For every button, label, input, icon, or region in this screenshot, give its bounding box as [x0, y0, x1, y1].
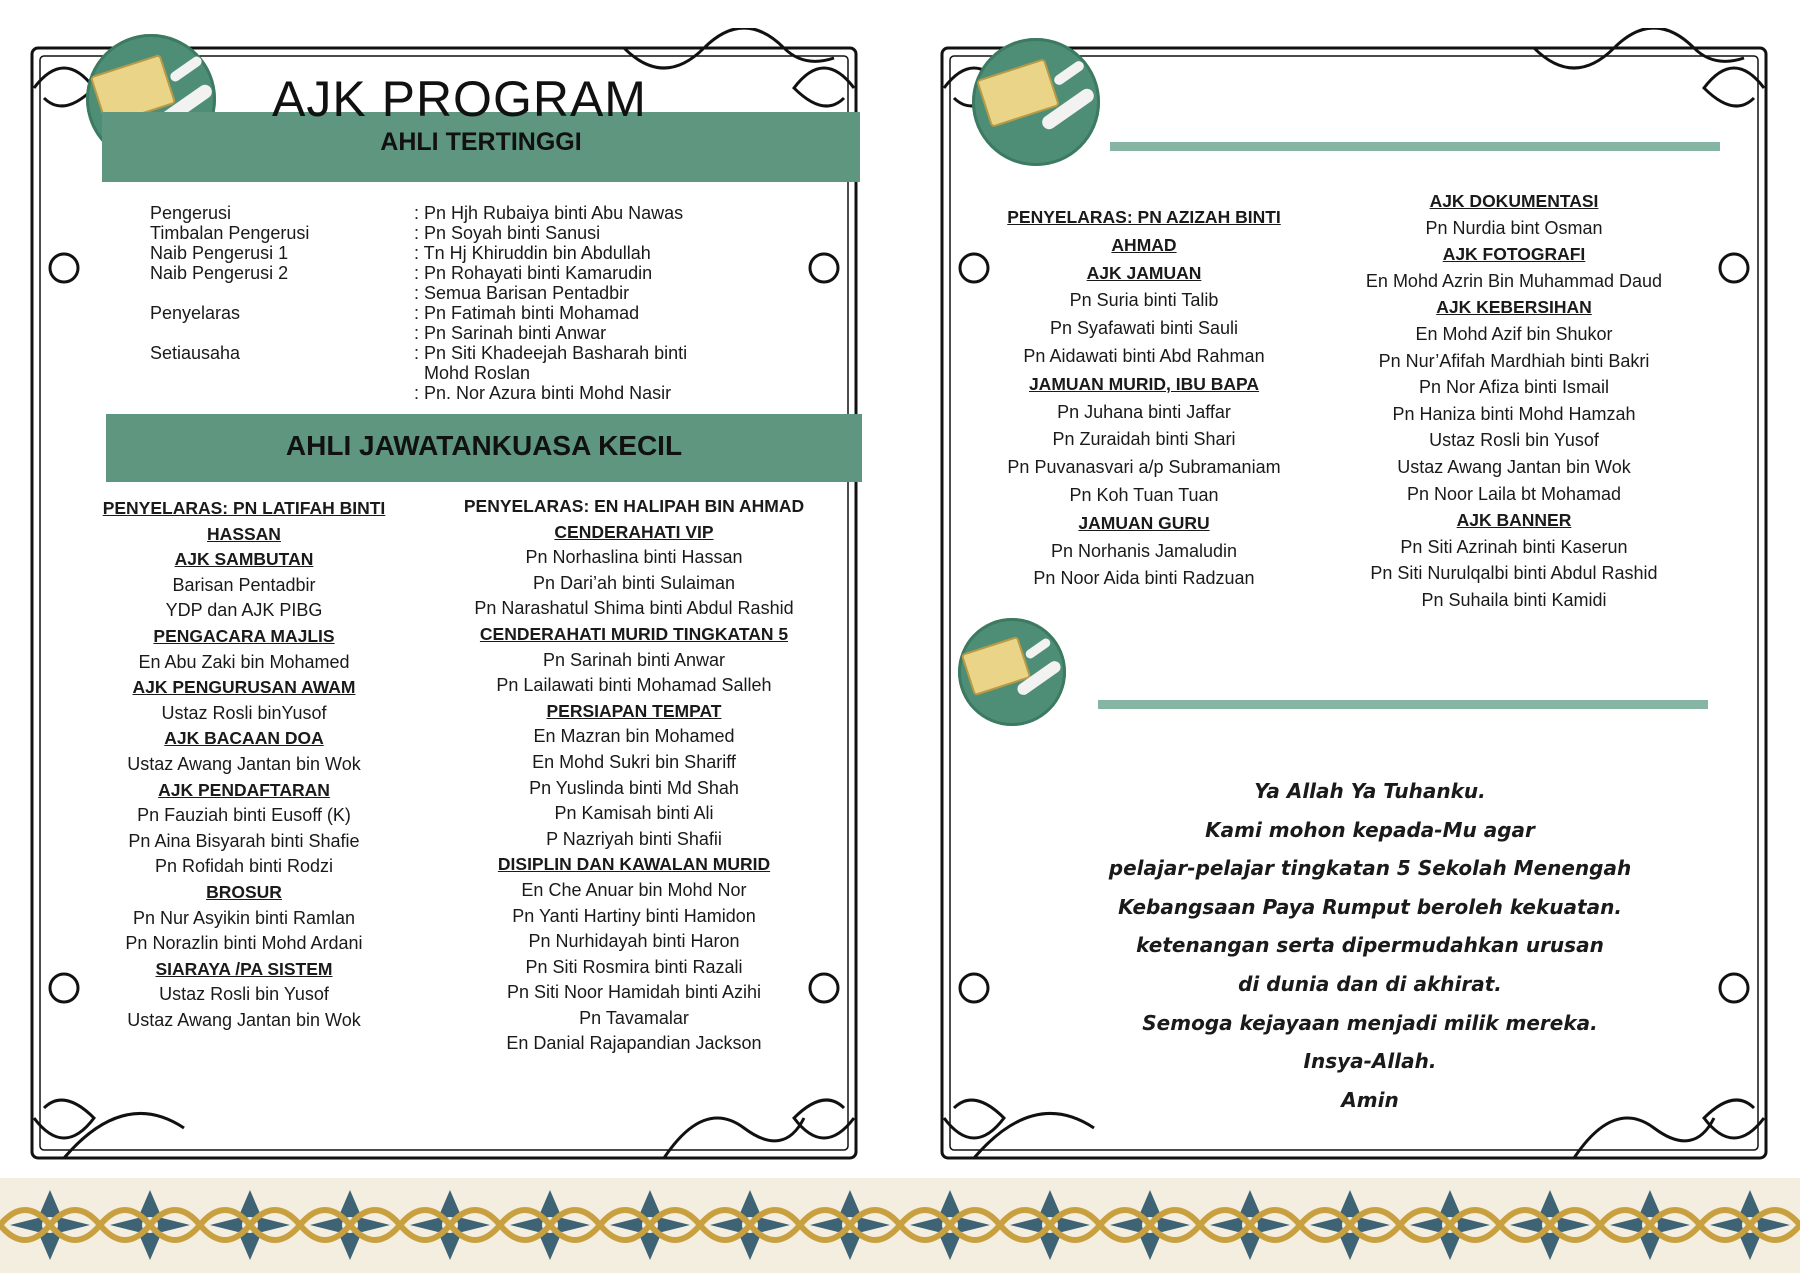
divider-bar — [1110, 142, 1720, 151]
committee-heading: CENDERAHATI VIP — [554, 521, 714, 542]
member-name: Pn Narashatul Shima binti Abdul Rashid — [474, 598, 794, 619]
member-name: Pn Noor Laila bt Mohamad — [1406, 483, 1622, 504]
member-name: Ustaz Awang Jantan bin Wok — [127, 753, 361, 774]
executive-row — [150, 203, 744, 223]
member-name: Pn Nurdia bint Osman — [1425, 217, 1603, 238]
member-name: En Danial Rajapandian Jackson — [506, 1033, 762, 1054]
member-name: Ustaz Rosli bin Yusof — [159, 984, 329, 1005]
prayer-line: Kebangsaan Paya Rumput beroleh kekuatan. — [1118, 894, 1622, 919]
executive-name: : Tn Hj Khiruddin bin Abdullah — [414, 243, 651, 263]
committee-heading: HASSAN — [207, 523, 281, 544]
executive-role — [150, 383, 414, 403]
executive-row — [150, 243, 744, 263]
member-name: Pn Nur’Afifah Mardhiah binti Bakri — [1378, 350, 1650, 371]
executive-row — [150, 303, 744, 323]
executive-row — [150, 323, 744, 343]
member-name: Pn Siti Nurulqalbi binti Abdul Rashid — [1370, 563, 1658, 584]
member-name: Pn Tavamalar — [579, 1007, 689, 1028]
executive-row — [150, 363, 744, 383]
prayer-line: pelajar-pelajar tingkatan 5 Sekolah Menengah — [1108, 856, 1632, 881]
committee-heading: PENYELARAS: EN HALIPAH BIN AHMAD — [463, 496, 805, 516]
executive-role: Pengerusi — [150, 203, 232, 223]
committee-column-1 — [974, 204, 1314, 593]
committee-heading: DISIPLIN DAN KAWALAN MURID — [497, 854, 771, 875]
prayer-text — [1080, 772, 1660, 1119]
member-name: Pn Norhaslina binti Hassan — [525, 547, 743, 568]
executive-name: : Pn Soyah binti Sanusi — [414, 223, 601, 243]
member-name: YDP dan AJK PIBG — [165, 600, 323, 621]
executive-name: : Pn. Nor Azura binti Mohd Nasir — [414, 383, 672, 403]
member-name: Pn Suhaila binti Kamidi — [1421, 589, 1607, 610]
prayer-line: di dunia dan di akhirat. — [1238, 971, 1502, 996]
member-name: Pn Juhana binti Jaffar — [1057, 401, 1231, 422]
member-name: Pn Zuraidah binti Shari — [1052, 429, 1236, 450]
committee-heading: CENDERAHATI MURID TINGKATAN 5 — [479, 623, 789, 644]
prayer-line: ketenangan serta dipermudahkan urusan — [1136, 933, 1604, 958]
committee-heading: PENYELARAS: PN LATIFAH BINTI — [102, 498, 386, 518]
prayer-line: Kami mohon kepada-Mu agar — [1205, 817, 1535, 842]
member-name: Pn Nor Afiza binti Ismail — [1418, 377, 1610, 398]
committee-heading: AJK FOTOGRAFI — [1442, 244, 1586, 265]
section-band-ajk-kecil — [106, 414, 862, 482]
prayer-line: Semoga kejayaan menjadi milik mereka. — [1142, 1010, 1598, 1035]
executive-name: : Pn Rohayati binti Kamarudin — [414, 263, 653, 283]
member-name: Pn Lailawati binti Mohamad Salleh — [496, 675, 772, 696]
member-name: Pn Syafawati binti Sauli — [1049, 318, 1239, 339]
member-name: Pn Fauziah binti Eusoff (K) — [137, 805, 351, 826]
member-name: Pn Nur Asyikin binti Ramlan — [132, 907, 356, 928]
prayer-line: Ya Allah Ya Tuhanku. — [1254, 779, 1486, 803]
committee-column-2 — [1314, 188, 1714, 614]
member-name: En Mazran bin Mohamed — [533, 726, 735, 747]
executive-name: : Semua Barisan Pentadbir — [414, 283, 630, 303]
executive-role: Penyelaras — [150, 303, 241, 323]
member-name: Pn Nurhidayah binti Haron — [528, 931, 740, 952]
page-title: AJK PROGRAM — [272, 71, 647, 127]
committee-heading: JAMUAN GURU — [1078, 512, 1210, 533]
member-name: Ustaz Awang Jantan bin Wok — [1397, 456, 1631, 477]
band-label: AHLI TERTINGGI — [380, 128, 582, 156]
executive-row — [150, 343, 744, 363]
committee-heading: AJK SAMBUTAN — [174, 549, 314, 570]
executive-name: : Pn Siti Khadeejah Basharah binti — [414, 343, 688, 363]
committee-heading: AJK KEBERSIHAN — [1436, 297, 1592, 318]
member-name: Pn Kamisah binti Ali — [554, 803, 714, 824]
committee-heading: AJK PENDAFTARAN — [158, 779, 330, 800]
member-name: Pn Yanti Hartiny binti Hamidon — [512, 905, 756, 926]
executive-row — [150, 383, 744, 403]
member-name: Pn Rofidah binti Rodzi — [154, 856, 334, 877]
committee-heading: PENGACARA MAJLIS — [153, 625, 335, 646]
committee-heading: JAMUAN MURID, IBU BAPA — [1028, 373, 1260, 394]
divider-bar — [1098, 700, 1708, 709]
committee-heading: AJK BACAAN DOA — [164, 728, 324, 749]
chalkboard-emblem — [972, 38, 1100, 166]
prayer-line: Insya-Allah. — [1303, 1049, 1437, 1074]
member-name: Pn Siti Azrinah binti Kaserun — [1400, 536, 1628, 557]
committee-heading: PENYELARAS: PN AZIZAH BINTI AHMAD — [1007, 207, 1281, 255]
executive-role — [150, 323, 414, 343]
executive-role: Naib Pengerusi 1 — [150, 243, 289, 263]
executive-role: Timbalan Pengerusi — [150, 223, 310, 243]
committee-heading: SIARAYA /PA SISTEM — [155, 958, 333, 979]
member-name: Ustaz Rosli binYusof — [161, 702, 327, 723]
executive-role — [150, 363, 414, 383]
member-name: Pn Siti Noor Hamidah binti Azihi — [506, 982, 762, 1003]
member-name: Pn Yuslinda binti Md Shah — [529, 777, 739, 798]
committee-column-1 — [84, 496, 404, 1033]
executive-role — [150, 283, 414, 303]
left-page — [24, 28, 864, 1178]
member-name: P Nazriyah binti Shafii — [546, 828, 722, 849]
executive-name: : Pn Sarinah binti Anwar — [414, 323, 607, 343]
member-name: Pn Aina Bisyarah binti Shafie — [128, 830, 360, 851]
member-name: En Che Anuar bin Mohd Nor — [521, 879, 747, 900]
member-name: Ustaz Awang Jantan bin Wok — [127, 1009, 361, 1030]
band-label: AHLI JAWATANKUASA KECIL — [285, 430, 683, 461]
member-name: Pn Sarinah binti Anwar — [542, 649, 726, 670]
member-name: Ustaz Rosli bin Yusof — [1429, 430, 1599, 451]
committee-heading: AJK JAMUAN — [1086, 262, 1202, 283]
executive-row — [150, 223, 744, 243]
member-name: Pn Aidawati binti Abd Rahman — [1023, 345, 1265, 366]
member-name: Pn Suria binti Talib — [1069, 290, 1219, 311]
committee-heading: PERSIAPAN TEMPAT — [546, 700, 722, 721]
executive-name: : Pn Hjh Rubaiya binti Abu Nawas — [414, 203, 684, 223]
committee-heading: AJK BANNER — [1456, 510, 1572, 531]
member-name: Pn Puvanasvari a/p Subramaniam — [1007, 457, 1281, 478]
member-name: En Mohd Azrin Bin Muhammad Daud — [1365, 270, 1663, 291]
member-name: Pn Haniza binti Mohd Hamzah — [1392, 403, 1636, 424]
executive-role: Setiausaha — [150, 343, 241, 363]
committee-heading: BROSUR — [206, 881, 282, 902]
member-name: En Mohd Azif bin Shukor — [1415, 323, 1613, 344]
member-name: Pn Norazlin binti Mohd Ardani — [125, 933, 363, 954]
executive-name: Mohd Roslan — [414, 363, 531, 383]
prayer-line: Amin — [1341, 1087, 1399, 1112]
chalkboard-emblem — [958, 618, 1066, 726]
member-name: Pn Siti Rosmira binti Razali — [525, 956, 743, 977]
member-name: Pn Norhanis Jamaludin — [1050, 540, 1238, 561]
islamic-pattern-border — [0, 1178, 1800, 1273]
member-name: Barisan Pentadbir — [172, 574, 316, 595]
member-name: En Abu Zaki bin Mohamed — [138, 651, 350, 672]
committee-heading: AJK PENGURUSAN AWAM — [132, 677, 356, 698]
member-name: En Mohd Sukri bin Shariff — [532, 751, 736, 772]
executive-row — [150, 283, 744, 303]
executive-table — [150, 203, 744, 403]
committee-heading: AJK DOKUMENTASI — [1429, 191, 1599, 211]
executive-name: : Pn Fatimah binti Mohamad — [414, 303, 640, 323]
executive-role: Naib Pengerusi 2 — [150, 263, 289, 283]
committee-column-2 — [444, 494, 824, 1057]
member-name: Pn Noor Aida binti Radzuan — [1033, 568, 1255, 589]
member-name: Pn Koh Tuan Tuan — [1069, 484, 1219, 505]
executive-row — [150, 263, 744, 283]
member-name: Pn Dari’ah binti Sulaiman — [532, 572, 736, 593]
